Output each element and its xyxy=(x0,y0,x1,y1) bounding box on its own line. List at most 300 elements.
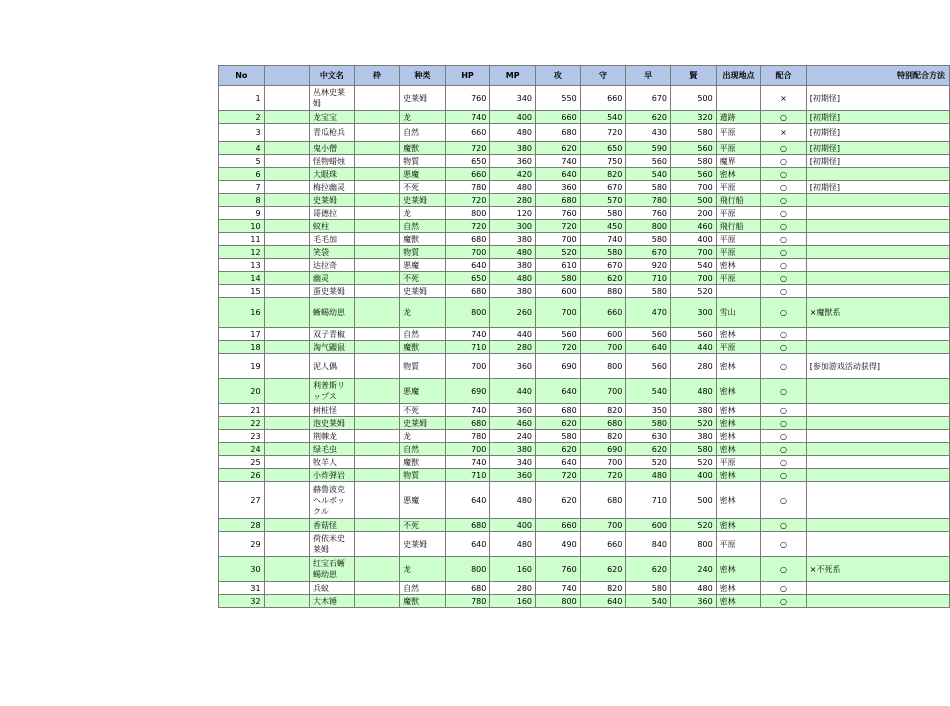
cell-special-breeding[interactable]: [初期怪] xyxy=(806,124,949,142)
cell-frame[interactable] xyxy=(354,142,400,155)
cell-location[interactable]: 平原 xyxy=(716,272,761,285)
cell-name[interactable]: 笑袋 xyxy=(310,246,355,259)
cell-wisdom[interactable]: 440 xyxy=(671,341,717,354)
cell-attack[interactable]: 620 xyxy=(536,482,581,519)
cell-wisdom[interactable]: 580 xyxy=(671,124,717,142)
cell-location[interactable]: 密林 xyxy=(716,582,761,595)
cell-wisdom[interactable]: 500 xyxy=(671,86,717,111)
cell-no[interactable]: 29 xyxy=(219,532,265,557)
cell-name[interactable]: 蜥蜴幼崽 xyxy=(310,298,355,328)
cell-name[interactable]: 怪物蜡烛 xyxy=(310,155,355,168)
cell-type[interactable]: 不死 xyxy=(400,404,446,417)
cell-name[interactable]: 淘气鼹鼠 xyxy=(310,341,355,354)
cell-hp[interactable]: 640 xyxy=(445,259,490,272)
cell-attack[interactable]: 620 xyxy=(536,417,581,430)
cell-frame[interactable] xyxy=(354,595,400,608)
cell-blank[interactable] xyxy=(264,532,309,557)
cell-name[interactable]: 达拉奇 xyxy=(310,259,355,272)
cell-frame[interactable] xyxy=(354,220,400,233)
cell-attack[interactable]: 560 xyxy=(536,328,581,341)
cell-hp[interactable]: 800 xyxy=(445,557,490,582)
cell-hp[interactable]: 760 xyxy=(445,86,490,111)
cell-breeding[interactable]: ○ xyxy=(761,482,807,519)
cell-name[interactable]: 小炸弹岩 xyxy=(310,469,355,482)
cell-hp[interactable]: 700 xyxy=(445,354,490,379)
cell-attack[interactable]: 700 xyxy=(536,233,581,246)
cell-wisdom[interactable]: 520 xyxy=(671,285,717,298)
cell-wisdom[interactable]: 380 xyxy=(671,404,717,417)
cell-mp[interactable]: 160 xyxy=(490,595,536,608)
cell-no[interactable]: 4 xyxy=(219,142,265,155)
header-blank[interactable] xyxy=(264,66,309,86)
cell-location[interactable]: 飛行船 xyxy=(716,194,761,207)
cell-name[interactable]: 史莱姆 xyxy=(310,194,355,207)
header-attack[interactable]: 攻 xyxy=(536,66,581,86)
cell-attack[interactable]: 580 xyxy=(536,430,581,443)
cell-no[interactable]: 25 xyxy=(219,456,265,469)
cell-mp[interactable]: 120 xyxy=(490,207,536,220)
cell-attack[interactable]: 680 xyxy=(536,404,581,417)
cell-hp[interactable]: 650 xyxy=(445,272,490,285)
cell-location[interactable]: 密林 xyxy=(716,519,761,532)
cell-type[interactable]: 魔獣 xyxy=(400,233,446,246)
cell-speed[interactable]: 560 xyxy=(626,328,671,341)
header-location[interactable]: 出现地点 xyxy=(716,66,761,86)
cell-speed[interactable]: 920 xyxy=(626,259,671,272)
cell-mp[interactable]: 300 xyxy=(490,220,536,233)
cell-blank[interactable] xyxy=(264,233,309,246)
cell-location[interactable]: 密林 xyxy=(716,430,761,443)
cell-hp[interactable]: 680 xyxy=(445,417,490,430)
cell-location[interactable]: 密林 xyxy=(716,482,761,519)
cell-speed[interactable]: 620 xyxy=(626,557,671,582)
cell-no[interactable]: 1 xyxy=(219,86,265,111)
cell-special-breeding[interactable] xyxy=(806,469,949,482)
cell-name[interactable]: 赫鲁波克ヘルボックル xyxy=(310,482,355,519)
cell-wisdom[interactable]: 500 xyxy=(671,482,717,519)
cell-defense[interactable]: 680 xyxy=(580,482,626,519)
cell-no[interactable]: 10 xyxy=(219,220,265,233)
cell-defense[interactable]: 580 xyxy=(580,207,626,220)
cell-name[interactable]: 利普斯リップス xyxy=(310,379,355,404)
cell-location[interactable] xyxy=(716,86,761,111)
cell-wisdom[interactable]: 300 xyxy=(671,298,717,328)
cell-location[interactable]: 平原 xyxy=(716,246,761,259)
cell-defense[interactable]: 880 xyxy=(580,285,626,298)
cell-defense[interactable]: 660 xyxy=(580,532,626,557)
cell-wisdom[interactable]: 580 xyxy=(671,443,717,456)
cell-name[interactable]: 红宝石蜥蜴幼崽 xyxy=(310,557,355,582)
cell-frame[interactable] xyxy=(354,259,400,272)
cell-hp[interactable]: 640 xyxy=(445,532,490,557)
cell-location[interactable]: 密林 xyxy=(716,595,761,608)
cell-no[interactable]: 30 xyxy=(219,557,265,582)
cell-special-breeding[interactable] xyxy=(806,341,949,354)
cell-type[interactable]: 不死 xyxy=(400,519,446,532)
cell-mp[interactable]: 340 xyxy=(490,86,536,111)
cell-wisdom[interactable]: 240 xyxy=(671,557,717,582)
cell-breeding[interactable]: ○ xyxy=(761,469,807,482)
cell-hp[interactable]: 780 xyxy=(445,430,490,443)
cell-wisdom[interactable]: 460 xyxy=(671,220,717,233)
cell-special-breeding[interactable] xyxy=(806,328,949,341)
cell-name[interactable]: 丛林史莱姆 xyxy=(310,86,355,111)
cell-breeding[interactable]: ○ xyxy=(761,142,807,155)
cell-speed[interactable]: 480 xyxy=(626,469,671,482)
cell-attack[interactable]: 640 xyxy=(536,456,581,469)
cell-no[interactable]: 22 xyxy=(219,417,265,430)
cell-type[interactable]: 不死 xyxy=(400,181,446,194)
cell-frame[interactable] xyxy=(354,417,400,430)
cell-no[interactable]: 3 xyxy=(219,124,265,142)
cell-mp[interactable]: 160 xyxy=(490,557,536,582)
cell-special-breeding[interactable] xyxy=(806,482,949,519)
cell-type[interactable]: 龙 xyxy=(400,557,446,582)
cell-wisdom[interactable]: 360 xyxy=(671,595,717,608)
cell-location[interactable]: 平原 xyxy=(716,124,761,142)
cell-no[interactable]: 17 xyxy=(219,328,265,341)
cell-no[interactable]: 32 xyxy=(219,595,265,608)
cell-special-breeding[interactable] xyxy=(806,532,949,557)
cell-attack[interactable]: 720 xyxy=(536,220,581,233)
cell-blank[interactable] xyxy=(264,328,309,341)
header-frame[interactable]: 枠 xyxy=(354,66,400,86)
cell-hp[interactable]: 680 xyxy=(445,519,490,532)
cell-breeding[interactable]: ○ xyxy=(761,404,807,417)
cell-blank[interactable] xyxy=(264,155,309,168)
cell-name[interactable]: 大眼珠 xyxy=(310,168,355,181)
cell-speed[interactable]: 350 xyxy=(626,404,671,417)
cell-attack[interactable]: 700 xyxy=(536,298,581,328)
cell-name[interactable]: 树桩怪 xyxy=(310,404,355,417)
cell-speed[interactable]: 470 xyxy=(626,298,671,328)
cell-wisdom[interactable]: 520 xyxy=(671,519,717,532)
cell-no[interactable]: 20 xyxy=(219,379,265,404)
header-no[interactable]: No xyxy=(219,66,265,86)
cell-special-breeding[interactable] xyxy=(806,168,949,181)
cell-attack[interactable]: 580 xyxy=(536,272,581,285)
cell-no[interactable]: 24 xyxy=(219,443,265,456)
cell-location[interactable]: 密林 xyxy=(716,469,761,482)
cell-location[interactable]: 平原 xyxy=(716,341,761,354)
cell-wisdom[interactable]: 280 xyxy=(671,354,717,379)
cell-speed[interactable]: 590 xyxy=(626,142,671,155)
cell-type[interactable]: 龙 xyxy=(400,111,446,124)
cell-frame[interactable] xyxy=(354,557,400,582)
cell-frame[interactable] xyxy=(354,298,400,328)
header-wisdom[interactable]: 賢 xyxy=(671,66,717,86)
cell-special-breeding[interactable] xyxy=(806,285,949,298)
cell-name[interactable]: 毛毛加 xyxy=(310,233,355,246)
cell-breeding[interactable]: ○ xyxy=(761,443,807,456)
cell-frame[interactable] xyxy=(354,86,400,111)
cell-type[interactable]: 魔獣 xyxy=(400,341,446,354)
cell-attack[interactable]: 720 xyxy=(536,341,581,354)
cell-location[interactable]: 密林 xyxy=(716,168,761,181)
cell-attack[interactable]: 360 xyxy=(536,181,581,194)
cell-attack[interactable]: 740 xyxy=(536,582,581,595)
cell-blank[interactable] xyxy=(264,456,309,469)
cell-location[interactable]: 平原 xyxy=(716,207,761,220)
cell-speed[interactable]: 540 xyxy=(626,379,671,404)
cell-type[interactable]: 史莱姆 xyxy=(400,532,446,557)
cell-mp[interactable]: 340 xyxy=(490,456,536,469)
cell-speed[interactable]: 580 xyxy=(626,233,671,246)
cell-breeding[interactable]: ○ xyxy=(761,181,807,194)
cell-breeding[interactable]: ○ xyxy=(761,532,807,557)
cell-type[interactable]: 自然 xyxy=(400,124,446,142)
cell-blank[interactable] xyxy=(264,259,309,272)
cell-attack[interactable]: 690 xyxy=(536,354,581,379)
cell-frame[interactable] xyxy=(354,328,400,341)
cell-special-breeding[interactable] xyxy=(806,194,949,207)
cell-type[interactable]: 物質 xyxy=(400,469,446,482)
cell-type[interactable]: 魔獣 xyxy=(400,142,446,155)
cell-name[interactable]: 哥德拉 xyxy=(310,207,355,220)
cell-special-breeding[interactable] xyxy=(806,272,949,285)
cell-frame[interactable] xyxy=(354,124,400,142)
cell-mp[interactable]: 480 xyxy=(490,532,536,557)
cell-location[interactable]: 平原 xyxy=(716,233,761,246)
cell-no[interactable]: 13 xyxy=(219,259,265,272)
cell-attack[interactable]: 660 xyxy=(536,111,581,124)
cell-mp[interactable]: 360 xyxy=(490,469,536,482)
cell-breeding[interactable]: ○ xyxy=(761,519,807,532)
cell-no[interactable]: 16 xyxy=(219,298,265,328)
cell-frame[interactable] xyxy=(354,354,400,379)
cell-no[interactable]: 5 xyxy=(219,155,265,168)
cell-type[interactable]: 物質 xyxy=(400,246,446,259)
cell-blank[interactable] xyxy=(264,443,309,456)
cell-no[interactable]: 19 xyxy=(219,354,265,379)
cell-blank[interactable] xyxy=(264,111,309,124)
cell-special-breeding[interactable] xyxy=(806,220,949,233)
cell-type[interactable]: 悪魔 xyxy=(400,259,446,272)
cell-no[interactable]: 21 xyxy=(219,404,265,417)
cell-location[interactable]: 平原 xyxy=(716,142,761,155)
cell-speed[interactable]: 430 xyxy=(626,124,671,142)
cell-name[interactable]: 青瓜枪兵 xyxy=(310,124,355,142)
cell-hp[interactable]: 650 xyxy=(445,155,490,168)
cell-frame[interactable] xyxy=(354,404,400,417)
cell-attack[interactable]: 520 xyxy=(536,246,581,259)
cell-speed[interactable]: 710 xyxy=(626,272,671,285)
cell-special-breeding[interactable] xyxy=(806,207,949,220)
cell-hp[interactable]: 690 xyxy=(445,379,490,404)
cell-speed[interactable]: 710 xyxy=(626,482,671,519)
cell-special-breeding[interactable] xyxy=(806,595,949,608)
cell-wisdom[interactable]: 560 xyxy=(671,168,717,181)
cell-frame[interactable] xyxy=(354,443,400,456)
cell-hp[interactable]: 680 xyxy=(445,285,490,298)
cell-speed[interactable]: 580 xyxy=(626,181,671,194)
cell-special-breeding[interactable] xyxy=(806,246,949,259)
cell-defense[interactable]: 750 xyxy=(580,155,626,168)
cell-mp[interactable]: 400 xyxy=(490,519,536,532)
cell-mp[interactable]: 480 xyxy=(490,482,536,519)
cell-special-breeding[interactable]: [初期怪] xyxy=(806,142,949,155)
cell-frame[interactable] xyxy=(354,469,400,482)
cell-attack[interactable]: 680 xyxy=(536,124,581,142)
cell-location[interactable]: 密林 xyxy=(716,259,761,272)
cell-breeding[interactable]: ○ xyxy=(761,417,807,430)
cell-wisdom[interactable]: 520 xyxy=(671,417,717,430)
cell-defense[interactable]: 690 xyxy=(580,443,626,456)
cell-defense[interactable]: 820 xyxy=(580,404,626,417)
cell-special-breeding[interactable] xyxy=(806,379,949,404)
cell-mp[interactable]: 480 xyxy=(490,124,536,142)
cell-type[interactable]: 史莱姆 xyxy=(400,417,446,430)
cell-speed[interactable]: 670 xyxy=(626,86,671,111)
cell-breeding[interactable]: ○ xyxy=(761,557,807,582)
cell-speed[interactable]: 540 xyxy=(626,168,671,181)
cell-hp[interactable]: 680 xyxy=(445,582,490,595)
cell-location[interactable]: 平原 xyxy=(716,181,761,194)
cell-wisdom[interactable]: 540 xyxy=(671,259,717,272)
cell-blank[interactable] xyxy=(264,482,309,519)
cell-defense[interactable]: 660 xyxy=(580,86,626,111)
cell-hp[interactable]: 660 xyxy=(445,168,490,181)
cell-blank[interactable] xyxy=(264,168,309,181)
cell-mp[interactable]: 280 xyxy=(490,341,536,354)
cell-no[interactable]: 26 xyxy=(219,469,265,482)
cell-mp[interactable]: 380 xyxy=(490,233,536,246)
cell-frame[interactable] xyxy=(354,233,400,246)
cell-hp[interactable]: 720 xyxy=(445,142,490,155)
cell-type[interactable]: 自然 xyxy=(400,328,446,341)
cell-speed[interactable]: 840 xyxy=(626,532,671,557)
cell-frame[interactable] xyxy=(354,181,400,194)
cell-name[interactable]: 牧羊人 xyxy=(310,456,355,469)
cell-defense[interactable]: 700 xyxy=(580,379,626,404)
cell-mp[interactable]: 380 xyxy=(490,443,536,456)
cell-speed[interactable]: 600 xyxy=(626,519,671,532)
cell-mp[interactable]: 420 xyxy=(490,168,536,181)
cell-location[interactable]: 平原 xyxy=(716,456,761,469)
cell-blank[interactable] xyxy=(264,341,309,354)
cell-name[interactable]: 泥人偶 xyxy=(310,354,355,379)
cell-hp[interactable]: 740 xyxy=(445,111,490,124)
cell-wisdom[interactable]: 700 xyxy=(671,272,717,285)
cell-special-breeding[interactable] xyxy=(806,443,949,456)
cell-no[interactable]: 6 xyxy=(219,168,265,181)
cell-no[interactable]: 8 xyxy=(219,194,265,207)
cell-mp[interactable]: 360 xyxy=(490,354,536,379)
cell-defense[interactable]: 620 xyxy=(580,272,626,285)
cell-name[interactable]: 蛋史莱姆 xyxy=(310,285,355,298)
cell-defense[interactable]: 700 xyxy=(580,456,626,469)
cell-blank[interactable] xyxy=(264,519,309,532)
cell-name[interactable]: 大木锤 xyxy=(310,595,355,608)
cell-no[interactable]: 23 xyxy=(219,430,265,443)
cell-hp[interactable]: 720 xyxy=(445,194,490,207)
cell-defense[interactable]: 670 xyxy=(580,181,626,194)
cell-attack[interactable]: 550 xyxy=(536,86,581,111)
cell-defense[interactable]: 540 xyxy=(580,111,626,124)
cell-special-breeding[interactable] xyxy=(806,519,949,532)
cell-special-breeding[interactable] xyxy=(806,582,949,595)
cell-attack[interactable]: 600 xyxy=(536,285,581,298)
cell-speed[interactable]: 580 xyxy=(626,417,671,430)
cell-no[interactable]: 2 xyxy=(219,111,265,124)
cell-breeding[interactable]: ○ xyxy=(761,582,807,595)
cell-defense[interactable]: 570 xyxy=(580,194,626,207)
cell-location[interactable]: 密林 xyxy=(716,354,761,379)
cell-wisdom[interactable]: 400 xyxy=(671,233,717,246)
cell-mp[interactable]: 480 xyxy=(490,246,536,259)
cell-attack[interactable]: 800 xyxy=(536,595,581,608)
header-breeding[interactable]: 配合 xyxy=(761,66,807,86)
cell-blank[interactable] xyxy=(264,194,309,207)
cell-blank[interactable] xyxy=(264,595,309,608)
cell-defense[interactable]: 740 xyxy=(580,233,626,246)
cell-location[interactable]: 密林 xyxy=(716,379,761,404)
cell-mp[interactable]: 400 xyxy=(490,111,536,124)
cell-blank[interactable] xyxy=(264,354,309,379)
cell-mp[interactable]: 440 xyxy=(490,328,536,341)
cell-hp[interactable]: 680 xyxy=(445,233,490,246)
cell-breeding[interactable]: ○ xyxy=(761,285,807,298)
cell-defense[interactable]: 450 xyxy=(580,220,626,233)
cell-hp[interactable]: 700 xyxy=(445,246,490,259)
cell-location[interactable]: 密林 xyxy=(716,417,761,430)
cell-defense[interactable]: 650 xyxy=(580,142,626,155)
cell-mp[interactable]: 460 xyxy=(490,417,536,430)
cell-no[interactable]: 27 xyxy=(219,482,265,519)
cell-location[interactable]: 密林 xyxy=(716,557,761,582)
cell-type[interactable]: 龙 xyxy=(400,207,446,220)
cell-mp[interactable]: 480 xyxy=(490,181,536,194)
cell-wisdom[interactable]: 400 xyxy=(671,469,717,482)
cell-type[interactable]: 龙 xyxy=(400,298,446,328)
cell-breeding[interactable]: ○ xyxy=(761,595,807,608)
cell-speed[interactable]: 620 xyxy=(626,111,671,124)
cell-location[interactable]: 密林 xyxy=(716,404,761,417)
cell-defense[interactable]: 640 xyxy=(580,595,626,608)
cell-defense[interactable]: 670 xyxy=(580,259,626,272)
cell-blank[interactable] xyxy=(264,86,309,111)
cell-speed[interactable]: 800 xyxy=(626,220,671,233)
cell-no[interactable]: 28 xyxy=(219,519,265,532)
cell-name[interactable]: 泡史莱姆 xyxy=(310,417,355,430)
cell-type[interactable]: 悪魔 xyxy=(400,168,446,181)
cell-hp[interactable]: 710 xyxy=(445,341,490,354)
cell-breeding[interactable]: ○ xyxy=(761,341,807,354)
cell-defense[interactable]: 660 xyxy=(580,298,626,328)
cell-frame[interactable] xyxy=(354,341,400,354)
cell-mp[interactable]: 440 xyxy=(490,379,536,404)
cell-mp[interactable]: 360 xyxy=(490,404,536,417)
cell-breeding[interactable]: ○ xyxy=(761,272,807,285)
cell-breeding[interactable]: ○ xyxy=(761,233,807,246)
cell-special-breeding[interactable] xyxy=(806,456,949,469)
cell-mp[interactable]: 380 xyxy=(490,142,536,155)
cell-frame[interactable] xyxy=(354,456,400,469)
cell-location[interactable]: 遺跡 xyxy=(716,111,761,124)
cell-defense[interactable]: 820 xyxy=(580,582,626,595)
cell-hp[interactable]: 780 xyxy=(445,595,490,608)
cell-wisdom[interactable]: 520 xyxy=(671,456,717,469)
cell-defense[interactable]: 700 xyxy=(580,341,626,354)
cell-type[interactable]: 悪魔 xyxy=(400,482,446,519)
cell-no[interactable]: 18 xyxy=(219,341,265,354)
cell-defense[interactable]: 580 xyxy=(580,246,626,259)
cell-name[interactable]: 香菇怪 xyxy=(310,519,355,532)
cell-breeding[interactable]: ○ xyxy=(761,111,807,124)
cell-wisdom[interactable]: 480 xyxy=(671,582,717,595)
header-speed[interactable]: 早 xyxy=(626,66,671,86)
cell-no[interactable]: 9 xyxy=(219,207,265,220)
